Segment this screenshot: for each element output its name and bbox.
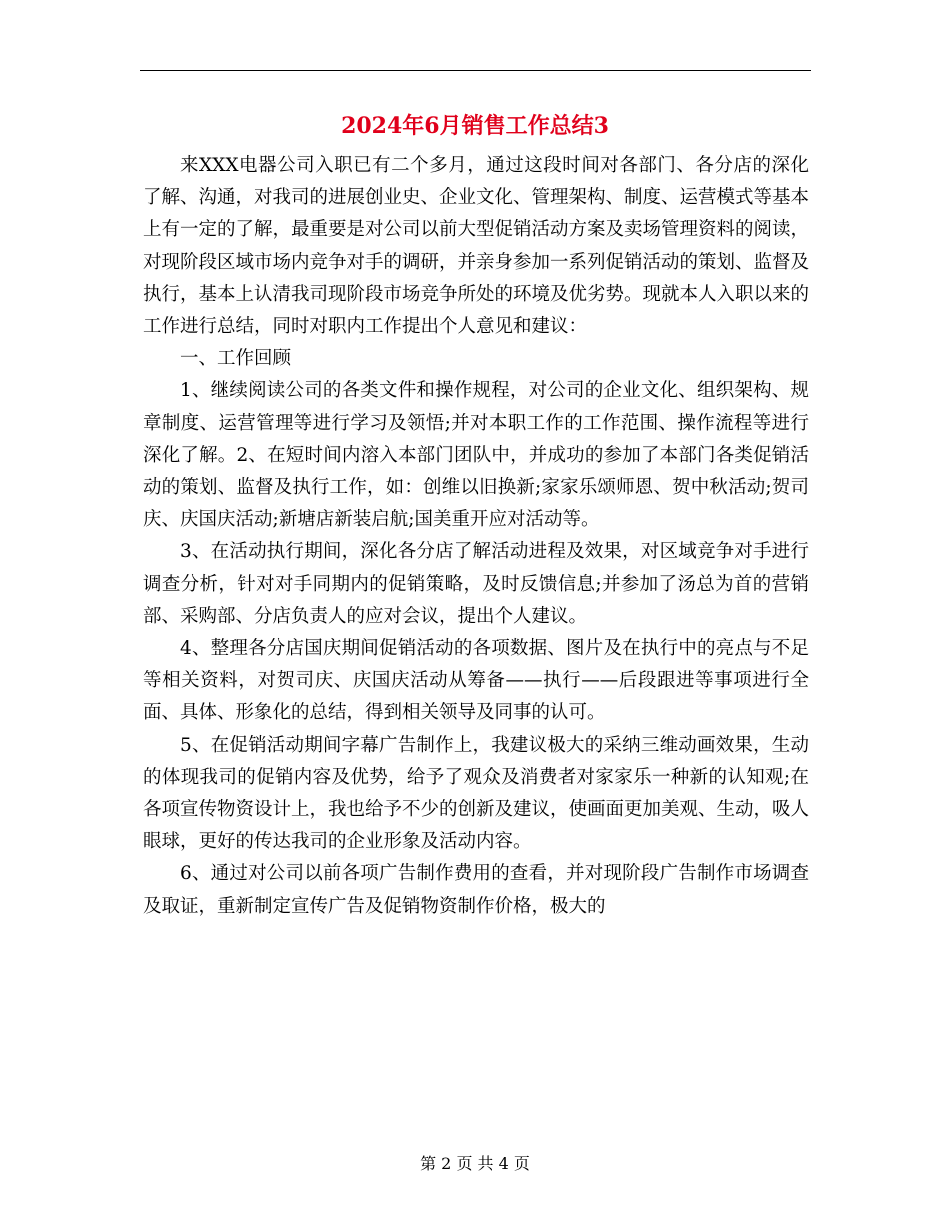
page-number-footer: 第 2 页 共 4 页: [420, 1154, 530, 1173]
paragraph-item-1-2: 1、继续阅读公司的各类文件和操作规程，对公司的企业文化、组织架构、规章制度、运营管理等进行学习及领悟;并对本职工作的工作范围、操作流程等进行深化了解。2、在短时间内溶入本部门团队中，并成功的参加了本部门各类促销活动的策划、监督及执行工作，如：创维以旧换新;家家乐颂师恩、贺中秋活动;贺司庆、庆国庆活动;新塘店新装启航;国美重开应对活动等。: [143, 380, 809, 531]
paragraph-item-4: 4、整理各分店国庆期间促销活动的各项数据、图片及在执行中的亮点与不足等相关资料，对贺司庆、庆国庆活动从筹备——执行——后段跟进等事项进行全面、具体、形象化的总结，得到相关领导及同事的认可。: [143, 638, 809, 724]
paragraph-intro: 来XXX电器公司入职已有二个多月，通过这段时间对各部门、各分店的深化了解、沟通，对我司的进展创业史、企业文化、管理架构、制度、运营模式等基本上有一定的了解，最重要是对公司以前大型促销活动方案及卖场管理资料的阅读，对现阶段区域市场内竞争对手的调研，并亲身参加一系列促销活动的策划、监督及执行，基本上认清我司现阶段市场竞争所处的环境及优劣势。现就本人入职以来的工作进行总结，同时对职内工作提出个人意见和建议：: [143, 155, 810, 338]
paragraph-item-6: 6、通过对公司以前各项广告制作费用的查看，并对现阶段广告制作市场调查及取证，重新制定宣传广告及促销物资制作价格，极大的: [143, 863, 809, 917]
header-rule: [140, 70, 811, 71]
document-title: 2024年6月销售工作总结3: [341, 113, 609, 139]
paragraph-item-5: 5、在促销活动期间字幕广告制作上，我建议极大的采纳三维动画效果，生动的体现我司的促销内容及优势，给予了观众及消费者对家家乐一种新的认知观;在各项宣传物资设计上，我也给予不少的创新及建议，使画面更加美观、生动，吸人眼球，更好的传达我司的企业形象及活动内容。: [143, 734, 810, 853]
paragraph-item-3: 3、在活动执行期间，深化各分店了解活动进程及效果，对区域竞争对手进行调查分析，针对对手同期内的促销策略，及时反馈信息;并参加了汤总为首的营销部、采购部、分店负责人的应对会议，提出个人建议。: [143, 541, 809, 627]
document-body: [143, 150, 809, 923]
section-heading-work-review: 一、工作回顾: [180, 348, 292, 370]
